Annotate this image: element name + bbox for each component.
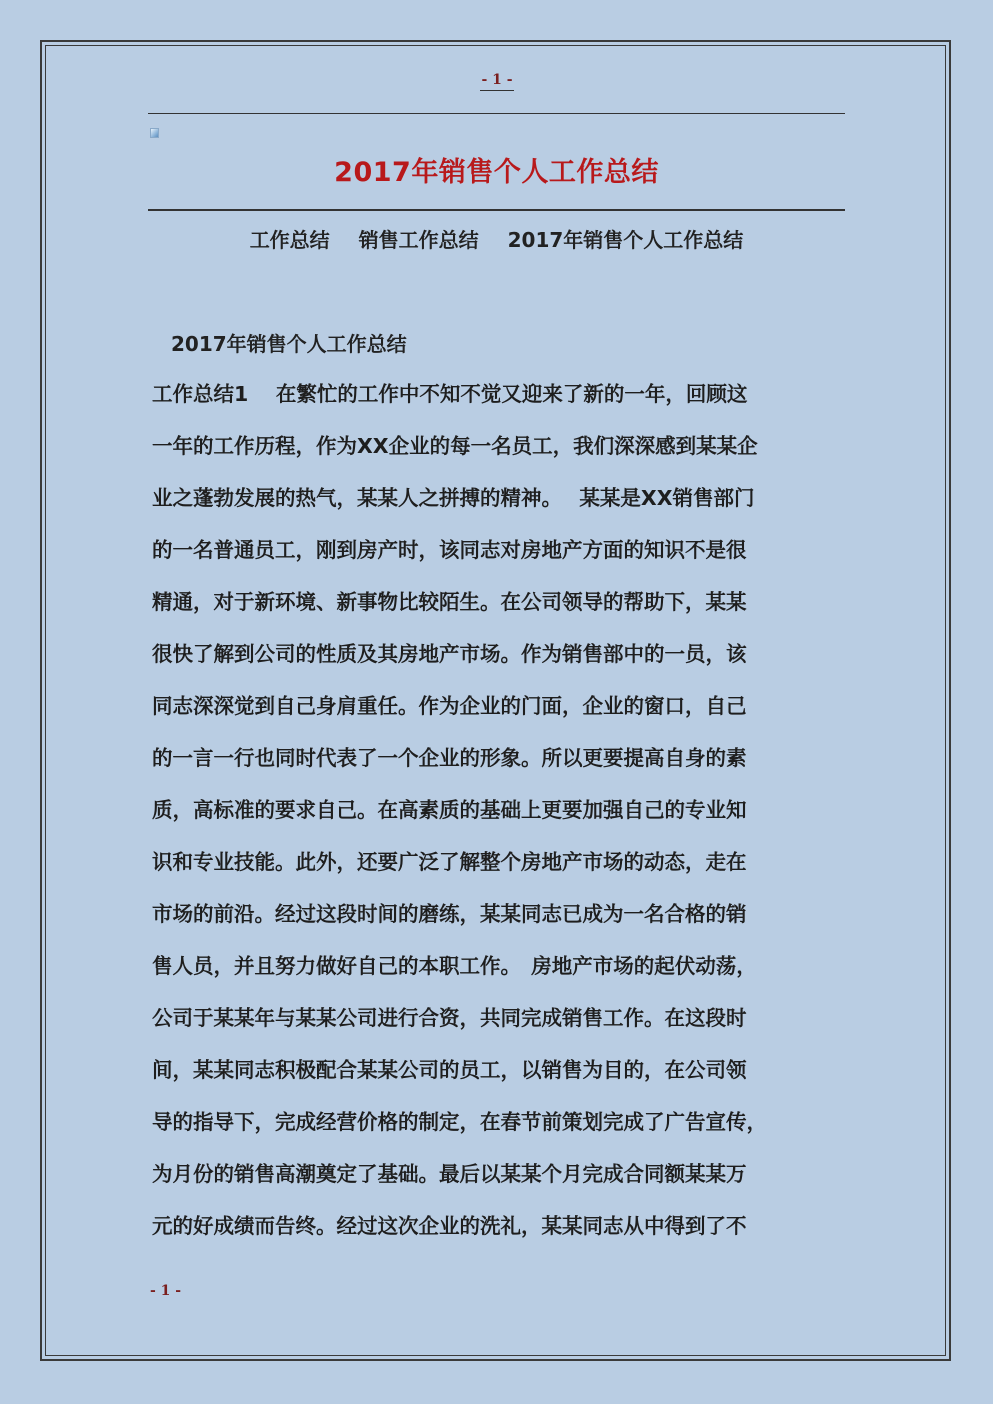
section-heading: 2017年销售个人工作总结 [171,332,407,356]
body-line: 导的指导下，完成经营价格的制定，在春节前策划完成了广告宣传， [152,1110,767,1134]
body-line: 公司于某某年与某某公司进行合资，共同完成销售工作。在这段时 [152,1006,747,1030]
body-line: 同志深深觉到自己身肩重任。作为企业的门面，企业的窗口，自己 [152,694,747,718]
body-line: 元的好成绩而告终。经过这次企业的洗礼，某某同志从中得到了不 [152,1214,747,1238]
title-rule [148,209,845,211]
body-line: 售人员，并且努力做好自己的本职工作。 房地产市场的起伏动荡， [152,954,757,978]
body-line: 精通，对于新环境、新事物比较陌生。在公司领导的帮助下，某某 [152,590,747,614]
footer-page-number: - 1 - [150,1283,182,1299]
header-rule [148,113,845,114]
header-page-number: - 1 - [480,72,514,91]
body-line: 识和专业技能。此外，还要广泛了解整个房地产市场的动态，走在 [152,850,747,874]
tag-list [148,224,845,253]
tag-item[interactable]: 2017年销售个人工作总结 [507,228,744,252]
body-line: 工作总结1 在繁忙的工作中不知不觉又迎来了新的一年，回顾这 [152,382,748,406]
body-line: 间，某某同志积极配合某某公司的员工，以销售为目的，在公司领 [152,1058,747,1082]
tag-item[interactable]: 工作总结 [249,228,330,252]
body-line: 的一名普通员工，刚到房产时，该同志对房地产方面的知识不是很 [152,538,747,562]
body-line: 的一言一行也同时代表了一个企业的形象。所以更要提高自身的素 [152,746,747,770]
tag-item[interactable]: 销售工作总结 [358,228,479,252]
body-line: 为月份的销售高潮奠定了基础。最后以某某个月完成合同额某某万 [152,1162,747,1186]
body-line: 质，高标准的要求自己。在高素质的基础上更要加强自己的专业知 [152,798,747,822]
body-line: 一年的工作历程，作为XX企业的每一名员工，我们深深感到某某企 [152,434,758,458]
body-line: 市场的前沿。经过这段时间的磨练，某某同志已成为一名合格的销 [152,902,747,926]
body-text [152,368,852,1252]
document-icon [150,128,159,138]
document-title: 2017年销售个人工作总结 [334,157,659,188]
body-line: 很快了解到公司的性质及其房地产市场。作为销售部中的一员，该 [152,642,747,666]
body-line: 业之蓬勃发展的热气，某某人之拼搏的精神。 某某是XX销售部门 [152,486,755,510]
